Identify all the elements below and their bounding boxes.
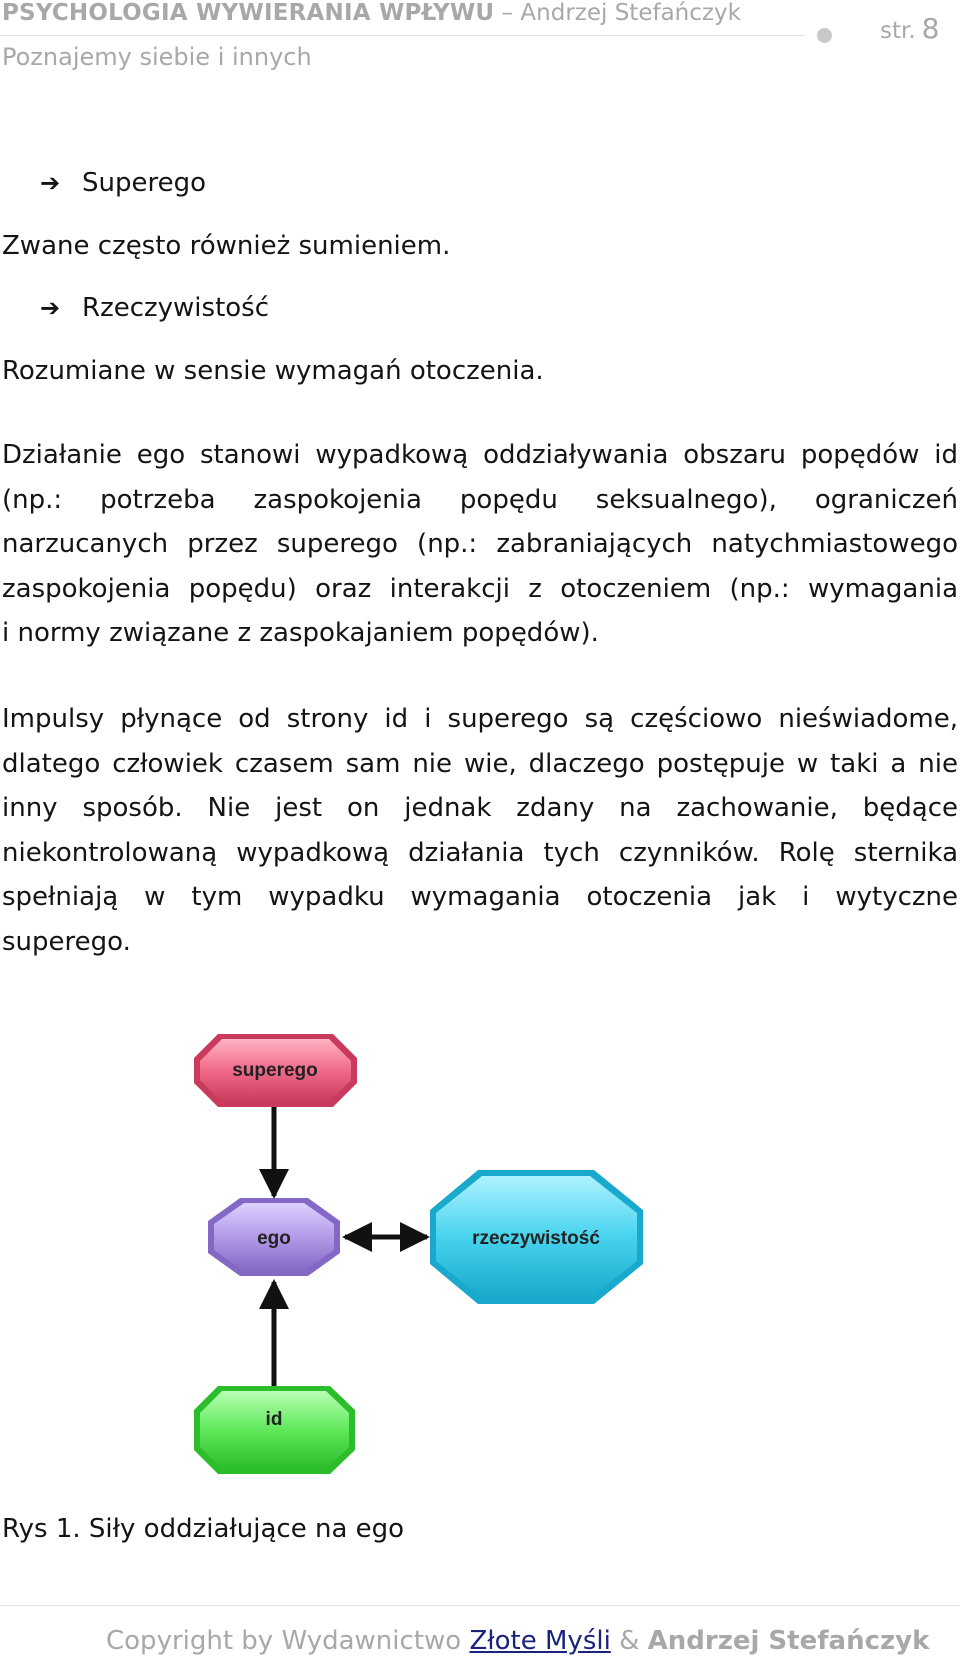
page-label: str. [880,18,916,44]
paragraph-line: narzucanych przez superego (np.: zabraniających natychmiastowego [2,529,958,560]
text-line: Rozumiane w sensie wymagań otoczenia. [2,356,544,386]
header-author: Andrzej Stefańczyk [520,0,741,26]
paragraph-line: Impulsy płynące od strony id i superego są częściowo nieświadome, [2,704,958,734]
arrow-right-icon: ➔ [40,294,61,322]
node-label-id: id [265,1409,283,1430]
paragraph-line: inny sposób. Nie jest on jednak zdany na zachowanie, będące [2,793,958,824]
paragraph-line: (np.: potrzeba zaspokojenia popędu seksualnego), ograniczeń [2,484,958,515]
paragraph-line: dlatego człowiek czasem sam nie wie, dlaczego postępuje w taki a nie [2,748,958,779]
node-rzeczywistosc [430,1170,643,1304]
chapter-subtitle: Poznajemy siebie i innych [2,43,312,71]
header-separator: – [494,0,521,26]
page-number: 8 [921,12,940,45]
text-line: Zwane często również sumieniem. [2,231,451,261]
paragraph-line: superego. [2,926,131,957]
figure-caption: Rys 1. Siły oddziałujące na ego [2,1514,405,1544]
node-label-superego: superego [232,1060,318,1081]
copyright-footer [106,1626,929,1656]
book-title: PSYCHOLOGIA WYWIERANIA WPŁYWU [2,0,495,26]
copyright-prefix: Copyright by Wydawnictwo [106,1626,470,1656]
node-label-rzeczywistosc: rzeczywistość [472,1228,600,1249]
paragraph-line: i normy związane z zaspokajaniem popędów). [2,618,599,649]
arrow-right-icon: ➔ [40,169,61,197]
footer-ampersand: & [610,1626,648,1656]
node-label-ego: ego [257,1228,291,1249]
paragraph-line: Działanie ego stanowi wypadkową oddziaływania obszaru popędów id [2,440,958,470]
footer-author: Andrzej Stefańczyk [647,1626,930,1656]
node-superego [194,1034,357,1107]
bullet-label: Rzeczywistość [82,293,270,323]
paragraph-line: niekontrolowaną wypadkową działania tych czynników. Rolę sternika [2,837,958,868]
node-id [194,1386,355,1474]
paragraph-line: spełniają w tym wypadku wymagania otoczenia jak i wytyczne [2,882,958,913]
node-ego [208,1198,340,1276]
footer-divider [0,1605,960,1606]
publisher-link[interactable]: Złote Myśli [469,1626,611,1656]
paragraph-line: zaspokojenia popędu) oraz interakcji z otoczeniem (np.: wymagania [2,573,958,604]
bullet-label: Superego [82,168,207,198]
